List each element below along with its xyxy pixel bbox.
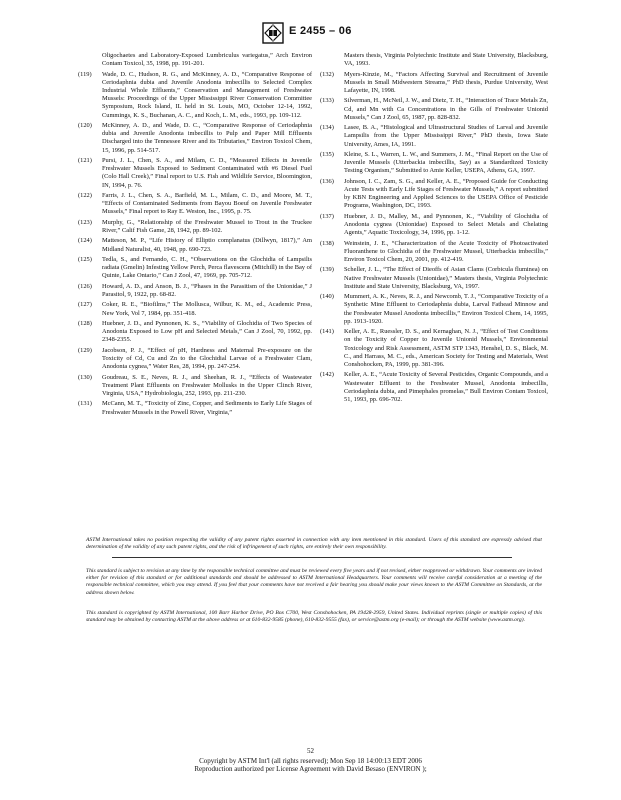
reference-text: Jacobson, P. J., “Effect of pH, Hardness and Maternal Pre-exposure on the Toxicity of Cd, Cu and Zn to the Glochidial Larvae of a Freshwater Clam, Anodonta cygnea,” Water Res, 28, 1994, pp. 247-254. (102, 346, 312, 371)
reference-number: (131) (78, 400, 92, 408)
notice-divider (112, 557, 512, 558)
reference-entry (320, 52, 548, 68)
reference-text: Coker, R. E., “Biofilms,” The Mollusca, Wilbur, K. M., ed., Academic Press, New York, Vol 7, 1984, pp. 351-418. (102, 301, 312, 317)
reference-entry (320, 178, 548, 211)
reference-text: Lasee, B. A., “Histological and Ultrastructural Studies of Larval and Juvenile Lampsilis from the Upper Mississippi River,” PhD thesis, Iowa State University, Ames, IA, 1991. (344, 124, 548, 148)
reference-text: Pursi, J. L., Chen, S. A., and Milam, C. D., “Measured Effects in Juvenile Freshwater Mussels Exposed to Sediment Contaminated with #6 Diesel Fuel (Colo Hall Creek),” Final report to U.S. Fish and Wildlife Service, Bloomington, IN, 1994, p. 76. (102, 157, 312, 189)
reference-text: McKinney, A. D., and Wade, D. C., “Comparative Response of Ceriodaphnia dubia and Juvenile Anodonta imbecillis to Pulp and Paper Mill Effluents Discharged into the Tennessee River and its Tributaries,” Environ Toxicol Chem, 15, 1996, pp. 514-517. (102, 122, 312, 154)
reference-number: (119) (78, 70, 92, 78)
reference-entry (78, 301, 312, 317)
reference-text: Oligochaetes and Laboratory-Exposed Lumbriculus variegatus,” Arch Environ Contam Toxicol, 35, 1998, pp. 191-201. (102, 52, 312, 68)
reference-number: (129) (78, 346, 92, 354)
reference-text: Keller, A. E., “Acute Toxicity of Several Pesticides, Organic Compounds, and a Wastewater Effluent to the Freshwater Mussel, Anodonta imbecillis, Ceriodaphnia dubia, and Pimephales promelas,” Bull Environ Contam Toxicol, 51, 1993, pp. 696-702. (344, 371, 548, 403)
reference-number: (125) (78, 255, 92, 263)
standard-designation: E 2455 – 06 (289, 25, 352, 37)
astm-logo-icon (262, 22, 284, 44)
reference-text: Scheller, J. L., “The Effect of Dieoffs of Asian Clams (Corbicula fluminea) on Native Freshwater Mussels (Unionidae),” Masters thesis, Virginia Polytechnic Institute and State University, Blacksburg, VA, 1997. (344, 266, 548, 290)
reference-text: Silverman, H., McNeil, J. W., and Dietz, T. H., “Interaction of Trace Metals Zn, Cd, and Mn with Ca Concentrations in the Gills of Freshwater Unionid Mussels,” Can J Zool, 65, 1987, pp. 828-832. (344, 97, 548, 121)
reference-text: Wade, D. C., Hudson, R. G., and McKinney, A. D., “Comparative Response of Ceriodaphnia dubia and Juvenile Anodonta imbecillis to Selected Complex Industrial Whole Effluents,” Conservation and Management of Freshwater Mussels: Proceedings of the Upper Mississippi River Conservation Committee Symposium, Rock Island, IL held in St. Louis, MO, October 12-14, 1992, Cummings, K. S., Buchanan, A. C., and Koch, L. M., eds., 1993, pp. 109-112. (102, 70, 312, 119)
reference-entry (78, 283, 312, 299)
reference-entry (320, 328, 548, 369)
reference-entry (78, 219, 312, 235)
reference-text: Farris, J. L., Chen, S. A., Barfield, M. L., Milam, C. D., and Moore, M. T., “Effects of Contaminated Sediments from Bayou Boeuf on Juvenile Freshwater Mussels,” Final report to Ray E. Weston, Inc., 1995, p. 75. (102, 192, 312, 216)
reference-text: Johnson, I. C., Zam, S. G., and Keller, A. E., “Proposed Guide for Conducting Acute Tests with Early Life Stages of Freshwater Mussels,” A report submitted by KBN Engineering and Applied Sciences to the USEPA Office of Pesticide Programs, Washington, DC, 1993. (344, 177, 548, 210)
reference-entry (320, 371, 548, 404)
license-footer (0, 757, 621, 774)
reference-text: Murphy, G., “Relationship of the Freshwater Mussel to Trout in the Truckee River,” Calif Fish Game, 28, 1942, pp. 89-102. (102, 218, 312, 234)
reference-entry (78, 52, 312, 68)
reference-number: (137) (320, 212, 334, 220)
reference-number: (123) (78, 218, 92, 226)
reference-number: (121) (78, 157, 92, 164)
reference-number: (136) (320, 177, 334, 185)
reference-number: (141) (320, 328, 334, 336)
reference-entry (78, 320, 312, 345)
reference-entry (78, 71, 312, 120)
reference-entry (320, 293, 548, 326)
reference-entry (78, 400, 312, 416)
reference-entry (320, 266, 548, 291)
reference-text: Masters thesis, Virginia Polytechnic Institute and State University, Blacksburg, VA, 1993. (344, 52, 548, 68)
patent-notice: ASTM International takes no position respecting the validity of any patent rights asserted in connection with any item mentioned in this standard. Users of this standard are expressly advised that determination of the validity of any such patent rights, and the risk of infringement of such rights, are entirely their own responsibility. (86, 537, 542, 551)
reference-text: McCann, M. T., “Toxicity of Zinc, Copper, and Sediments to Early Life Stages of Freshwater Mussels in the Powell River, Virginia,” (102, 400, 312, 416)
reference-number: (124) (78, 237, 92, 245)
reference-entry (78, 347, 312, 372)
footer-copyright-line: Copyright by ASTM Int'l (all rights reserved); Mon Sep 18 14:00:13 EDT 2006 (199, 757, 422, 765)
reference-entry (78, 192, 312, 217)
footer-license-line: Reproduction authorized per License Agreement with David Besaso (ENVIRON ); (194, 765, 427, 774)
reference-number: (120) (78, 122, 92, 129)
revision-notice: This standard is subject to revision at any time by the responsible technical committee and must be reviewed every five years and if not revised, either reapproved or withdrawn. Your comments are invited either for revision of this standard or for additional standards and should be addressed to ASTM International Headquarters. Your comments will receive careful consideration at a meeting of the responsible technical committee, which you may attend. If you feel that your comments have not received a fair hearing you should make your views known to the ASTM Committee on Standards, at the address shown below. (86, 568, 542, 596)
reference-number: (130) (78, 373, 92, 381)
reference-number: (128) (78, 319, 92, 327)
reference-text: Goudreau, S. E., Neves, R. J., and Sheehan, R. J., “Effects of Wastewater Treatment Plant Effluents on Freshwater Mollusks in the Upper Clinch River, Virginia, USA,” Hydrobiologia, 252, 1993, pp. 211-230. (102, 373, 312, 397)
reference-number: (126) (78, 282, 92, 290)
reference-text: Huebner, J. D., and Pynnonen, K. S., “Viability of Glochidia of Two Species of Anodonta Exposed to Low pH and Selected Metals,” Can J Zool, 70, 1992, pp. 2348-2355. (102, 319, 312, 344)
reference-text: Howard, A. D., and Anson, B. J., “Phases in the Parasitism of the Unionidae,” J Parasitol, 9, 1922, pp. 68-82. (102, 282, 312, 298)
reference-text: Tedla, S., and Fernando, C. H., “Observations on the Glochidia of Lampsilis radiata (Gmelin) Infesting Yellow Perch, Perca flavescens (Mitchill) in the Bay of Quinte, Lake Ontario,” Can J Zool, 47, 1969, pp. 705-712. (102, 255, 312, 280)
reference-number: (127) (78, 301, 92, 309)
reference-entry (78, 374, 312, 399)
reference-number: (139) (320, 266, 334, 274)
right-reference-column (320, 52, 548, 406)
reference-number: (138) (320, 239, 334, 247)
copyright-notice: This standard is copyrighted by ASTM International, 100 Barr Harbor Drive, PO Box C700, West Conshohocken, PA 19428-2959, United States. Individual reprints (single or multiple copies) of this standard may be obtained by contacting ASTM at the above address or at 610-832-9585 (phone), 610-832-9555 (fax), or service@astm.org (e-mail); or through the ASTM website (www.astm.org). (86, 610, 542, 624)
reference-number: (142) (320, 371, 334, 379)
reference-number: (134) (320, 124, 334, 132)
reference-text: Mummert, A. K., Neves, R. J., and Newcomb, T. J., “Comparative Toxicity of a Synthetic Mine Effluent to Ceriodaphnia dubia, Larval Fathead Minnow and the Freshwater Mussel Anodonta imbecillis,” Environ Toxicol Chem, 14, 1995, pp. 1913-1920. (344, 293, 548, 325)
reference-text: Keller, A. E., Ruessler, D. S., and Kernaghan, N. J., “Effect of Test Conditions on the Toxicity of Copper to Juvenile Unionid Mussels,” Environmental Toxicology and Risk Assessment, ASTM STP 1343, Henshel, D. S., Black, M. C., and Harrass, M. C., eds., American Society for Testing and Materials, West Conshohocken, PA, 1999, pp. 381-396. (344, 328, 548, 368)
reference-number: (122) (78, 192, 92, 199)
reference-number: (133) (320, 97, 334, 105)
left-reference-column (78, 52, 312, 419)
reference-entry (78, 237, 312, 253)
page-number: 52 (307, 747, 314, 755)
reference-text: Kleine, S. L., Warren, L. W., and Summers, J. M., “Final Report on the Use of Juvenile Mussels (Utterbackia imbecillis, Say) as a Standardized Toxicity Testing Organism,” Submitted to Amie Keller, USEPA, Athens, GA, 1997. (344, 150, 548, 175)
reference-entry (320, 71, 548, 96)
reference-entry (320, 213, 548, 238)
reference-entry (78, 122, 312, 155)
page-header (0, 22, 621, 46)
reference-text: Matteson, M. P., “Life History of Elliptio complanatus (Dillwyn, 1817),” Am Midland Naturalist, 40, 1948, pp. 690-723. (102, 237, 312, 253)
reference-text: Myers-Kinzie, M., “Factors Affecting Survival and Recruitment of Juvenile Mussels in Small Midwestern Streams,” PhD thesis, Purdue University, West Lafayette, IN, 1998. (344, 70, 548, 94)
reference-number: (132) (320, 70, 334, 78)
reference-entry (320, 240, 548, 265)
reference-entry (78, 157, 312, 190)
reference-entry (78, 256, 312, 281)
reference-entry (320, 124, 548, 149)
reference-entry (320, 97, 548, 122)
reference-entry (320, 151, 548, 176)
reference-number: (140) (320, 293, 334, 301)
reference-text: Huebner, J. D., Malley, M., and Pynnonen, K., “Viability of Glochidia of Anodonta cygnea (Unionidae) Exposed to Select Metals and Chelating Agents,” Aquatic Toxicology, 34, 1996, pp. 1-12. (344, 212, 548, 237)
reference-number: (135) (320, 150, 334, 158)
reference-text: Weinstein, J. E., “Characterization of the Acute Toxicity of Photoactivated Fluoranthene to Glochidia of the Freshwater Mussel, Utterbackia imbecillis,” Environ Toxicol Chem, 20, 2001, pp. 412-419. (344, 239, 548, 263)
